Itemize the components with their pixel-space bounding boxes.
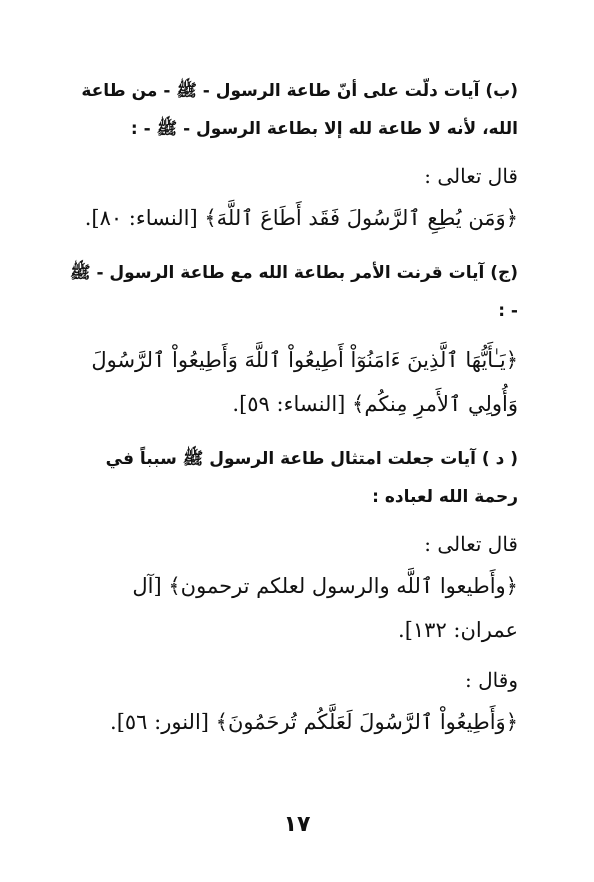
section-c bbox=[70, 254, 518, 426]
section-d-intro-2: وقال : bbox=[465, 668, 518, 692]
section-b-heading: (ب) آيات دلّت على أنّ طاعة الرسول - ﷺ - من طاعة الله، لأنه لا طاعة لله إلا بطاعة الرسول - ﷺ - : bbox=[81, 81, 518, 139]
page-body bbox=[70, 72, 518, 744]
section-d-quote-2: ﴿وَأَطِيعُواْ ٱلرَّسُولَ لَعَلَّكُم تُرحَمُونَ﴾ [النور: ٥٦]. bbox=[110, 710, 518, 734]
section-b bbox=[70, 72, 518, 240]
section-c-quote: ﴿يَـٰأَيُّهَا ٱلَّذِينَ ءَامَنُوٓاْ أَطِيعُواْ ٱللَّهَ وَأَطِيعُواْ ٱلرَّسُولَ وَأُولِي ٱلأَمرِ مِنكُم﴾ [النساء: ٥٩]. bbox=[91, 348, 518, 416]
section-c-heading: (ج) آيات قرنت الأمر بطاعة الله مع طاعة الرسول - ﷺ - : bbox=[70, 263, 518, 321]
section-b-intro: قال تعالى : bbox=[424, 164, 518, 188]
section-b-quote: ﴿وَمَن يُطِعِ ٱلرَّسُولَ فَقَد أَطَاعَ ٱللَّهَ﴾ [النساء: ٨٠]. bbox=[84, 206, 518, 230]
section-d-intro-1: قال تعالى : bbox=[424, 532, 518, 556]
section-d-heading: ( د ) آيات جعلت امتثال طاعة الرسول ﷺ سبباً في رحمة الله لعباده : bbox=[105, 449, 518, 507]
page-number: ١٧ bbox=[283, 812, 311, 837]
section-d-quote-1: ﴿وأَطيعوا ٱللَّه والرسول لعلكم ترحمون﴾ [آل عمران: ١٣٢]. bbox=[132, 574, 518, 642]
section-d bbox=[70, 440, 518, 744]
